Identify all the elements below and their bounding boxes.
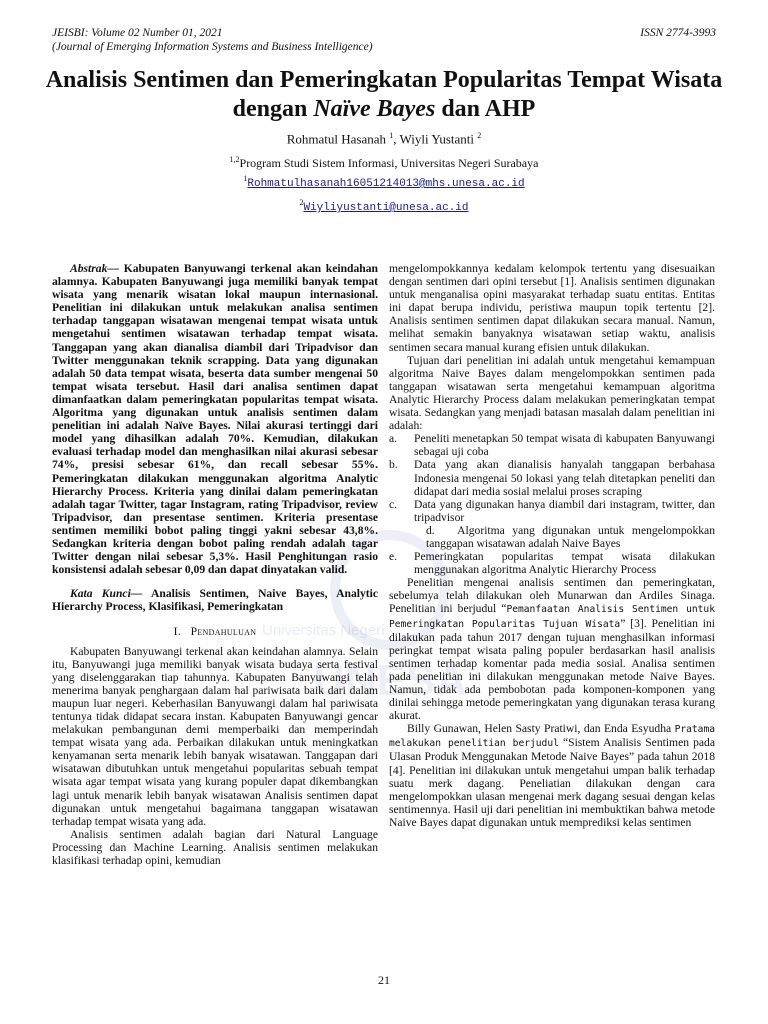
abstract (52, 262, 378, 576)
list-item (389, 498, 715, 524)
title-italic: Naïve Bayes (313, 96, 436, 122)
author-list: Rohmatul Hasanah $^1$, Wiyli Yustanti $^2$ (286, 131, 482, 147)
journal-header (52, 26, 716, 54)
list-text: Pemeringkatan popularitas tempat wisata dilakukan menggunakan algoritma Analytic Hierarchy Process (414, 550, 715, 577)
journal-volume: JEISBI: Volume 02 Number 01, 2021 (52, 27, 223, 39)
p4-handwritten: Pratama melakukan penelitian berjudul (389, 724, 715, 750)
title-part1: Analisis Sentimen dan Pemeringkatan Popularitas Tempat Wisata dengan (45, 67, 723, 122)
list-item (389, 524, 715, 550)
watermark-logo-text: UNESA (312, 656, 468, 705)
affiliation: Program Studi Sistem Informasi, Universitas Negeri Surabaya (239, 156, 539, 170)
affiliation-sup: 1,2 (229, 155, 240, 164)
p3-end: ” [3]. Penelitian ini dilakukan pada tahun 2017 dengan tujuan menghasilkan informasi peringkat tempat wisata paling populer berdasarkan hasil analisis sentimen terhadap komentar pada media sosial. Analisa sentimen pada penelitian ini dilakukan menggunakan metode Naive Bayes. Namun, tidak ada pembobotan pada komponen-komponen yang dinilai sehingga metode pemeringkatan yang digunakan terasa kurang akurat. (389, 616, 715, 723)
keywords-label: Kata Kunci— (70, 587, 143, 601)
list-text: Algoritma yang digunakan untuk mengelompokkan tanggapan wisatawan adalah Naive Bayes (426, 523, 716, 550)
page-number: 21 (378, 973, 390, 987)
email-2-sup: 2 (299, 198, 304, 207)
right-paragraph-3 (389, 576, 715, 722)
paper-title (40, 66, 728, 124)
keywords-text: Analisis Sentimen, Naive Bayes, Analytic Hierarchy Process, Klasifikasi, Pemeringkatan (52, 587, 378, 614)
keywords (52, 587, 378, 613)
list-item (389, 432, 715, 458)
list-text: Peneliti menetapkan 50 tempat wisata di kabupaten Banyuwangi sebagai uji coba (414, 432, 715, 459)
list-item (389, 458, 715, 497)
section-number: I. (173, 625, 181, 639)
abstract-text: Kabupaten Banyuwangi terkenal akan keindahan alamnya. Kabupaten Banyuwangi juga memiliki banyak tempat wisata yang menarik wisatan lokal maupun internasional. Penelitian ini dilakukan untuk melakukan analisa sentimen terhadap tanggapan wisatawan mengenai tempat wisata untuk mengetahui sentimen wisatawan terhadap tempat wisata. Tanggapan yang akan dianalisa diambil dari Tripadvisor dan Twitter menggunakan teknik scrapping. Data yang digunakan adalah 50 data tempat wisata, beserta data sumber mengenai 50 tempat wisata tersebut. Hasil dari analisa sentimen dapat dimanfaatkan dalam pemeringkatan popularitas tempat wisata. Algoritma yang digunakan untuk analisis sentimen dalam penelitian ini adalah Naïve Bayes. Nilai akurasi tertinggi dari model yang dihasilkan adalah 70%. Kemudian, dilakukan evaluasi terhadap model dan menghasilkan nilai akurasi sebesar 74%, presisi sebesar 61%, dan recall sebesar 55%. Pemeringkatan dilakukan menggunakan algoritma Analytic Hierarchy Process. Kriteria yang dinilai dalam pemeringkatan adalah tagar Twitter, tagar Instagram, rating Tripadvisor, review Tripadvisor, dan presentase sentimen. Kriteria presentase sentimen memiliki bobot paling tinggi yakni sebesar 43,8%. Sedangkan kriteria dengan bobot paling rendah adalah tagar Twitter dengan nilai sebesar 5,3%. Hasil Penghitungan rasio konsistensi adalah sebesar 0,09 dan dapat dinyatakan valid. (52, 262, 378, 577)
author-2: Wiyli Yustanti (399, 131, 475, 147)
watermark-text: Universitas Negeri (262, 622, 385, 639)
p3-start: Penelitian mengenai analisis sentimen dan pemeringkatan, sebelumya telah dilakukan oleh Munarwan dan Ardiles Sinaga. Penelitian ini berjudul “ (389, 576, 715, 616)
journal-name: (Journal of Emerging Information Systems and Business Intelligence) (52, 41, 373, 53)
author-1: Rohmatul Hasanah (286, 131, 387, 147)
list-label: c. (389, 497, 398, 511)
email-1-link[interactable]: Rohmatulhasanah16051214013@mhs.unesa.ac.id (247, 178, 525, 190)
right-paragraph-2: Tujuan dari penelitian ini adalah untuk mengetahui kemampuan algoritma Naive Bayes dalam mengelompokkan sentimen pada tanggapan wisatawan serta mengetahui kemampuan algoritma Analytic Hierarchy Process dalam melakukan pemeringkatan tempat wisata. Sedangkan yang menjadi batasan masalah dalam penelitian ini adalah: (389, 353, 715, 433)
abstract-label: Abstrak— (70, 262, 119, 275)
section-title: Pendahuluan (190, 625, 257, 639)
author-1-sup: 1 (389, 131, 394, 140)
list-label: a. (389, 432, 398, 446)
email-2-link[interactable]: Wiyliyustanti@unesa.ac.id (303, 202, 469, 214)
list-label: b. (389, 458, 398, 472)
journal-issn: ISSN 2774-3993 (640, 27, 716, 39)
title-part2: dan AHP (435, 96, 536, 122)
p4-end: “Sistem Analisis Sentimen pada Ulasan Produk Menggunakan Metode Naive Bayes” pada tahun 2018 [4]. Penelitian ini dilakukan untuk mengetahui umpan balik terhadap suatu merk dagang. Peneliatian dilakukan dengan cara mengelompokkan ulasan mengenai merk dagang sesuai dengan kelas sentimennya. Hasil uji dari penelitian ini membuktikan bahwa metode Naive Bayes dapat digunakan untuk memprediksi kelas sentimen (389, 736, 715, 829)
right-paragraph-1: mengelompokkannya kedalam kelompok tertentu yang disesuaikan dengan sentimen dari opini tersebut [1]. Analisis sentimen digunakan untuk menganalisa opini masyarakat terhadap suatu entitas. Entitas ini dapat berupa individu, peristiwa maupun topik tertentu [2]. Analisis sentimen sentimen dapat dilakukan secara manual. Namun, melihat semakin banyaknya wisatawan setiap waktu, analisis sentimen secara manual kurang efisien untuk dilakukan. (389, 262, 715, 354)
section-heading (52, 625, 378, 638)
author-2-sup: 2 (477, 131, 482, 140)
list-label: d. (426, 523, 435, 537)
intro-paragraph-1: Kabupaten Banyuwangi terkenal akan keindahan alamnya. Selain itu, Banyuwangi juga memiliki banyak wisata budaya serta festival yang diselenggarakan tiap tahunnya. Kabupaten Banyuwangi telah menerima banyak penghargaan dalam hal pariwisata baik dari dalam maupun luar negeri. Keberhasilan Banyuwangi dalam hal pariwisata tentunya tidak didapat secara instan. Kabupaten Banyuwangi gencar melakukan pembangunan demi memperbaiki dan memperindah tempat wisata yang ada. Perbaikan dilakukan untuk meningkatkan kenyamanan serta menarik lebih banyak wisatawan. Tanggapan dari wisatawan dibutuhkan untuk mengetahui popularitas sebuah tempat wisata agar tempat wisata yang kurang populer dapat dikembangkan lagi untuk menarik lebih banyak wisatawan Analisis sentimen dapat digunakan untuk mengetahui bagaimana tanggapan wisatawan terhadap tempat wisata yang ada. (52, 644, 378, 828)
right-paragraph-4 (389, 722, 715, 829)
affiliation-block (40, 152, 728, 216)
p4-start: Billy Gunawan, Helen Sasty Pratiwi, dan Enda Esyudha (407, 722, 675, 736)
p3-handwritten-title: Pemanfaatan Analisis Sentimen untuk Pemeringkatan Popularitas Tujuan Wisata (389, 604, 715, 630)
list-text: Data yang digunakan hanya diambil dari instagram, twitter, dan tripadvisor (414, 497, 715, 524)
left-column (52, 262, 378, 867)
intro-paragraph-2: Analisis sentimen adalah bagian dari Natural Language Processing dan Machine Learning. Analisis sentimen melakukan klasifikasi terhadap opini, kemudian (52, 827, 378, 868)
list-item (389, 550, 715, 576)
email-1-sup: 1 (243, 174, 248, 183)
scope-list (389, 432, 715, 576)
list-label: e. (389, 550, 398, 564)
right-column (389, 262, 715, 829)
list-text: Data yang akan dianalisis hanyalah tanggapan berbahasa Indonesia mengenai 50 lokasi yang telah ditetapkan peneliti dan didapat dari media sosial melalui proses scraping (414, 458, 715, 498)
